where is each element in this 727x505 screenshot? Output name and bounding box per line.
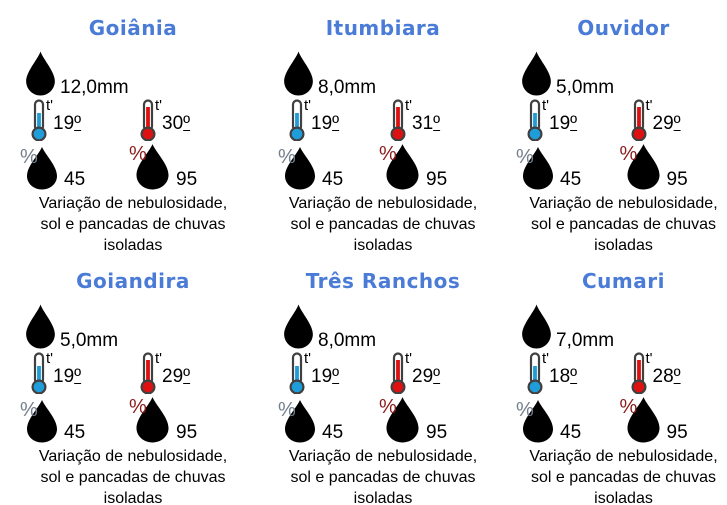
ordinal-symbol: º: [74, 366, 82, 387]
temperature-row: [520, 99, 727, 141]
precipitation-value: 5,0mm: [556, 77, 615, 98]
percent-icon: %: [619, 143, 638, 165]
temp-max-group: [133, 352, 242, 394]
ordinal-symbol: º: [183, 113, 191, 134]
temp-symbol: t': [542, 97, 550, 114]
temp-max-group: [383, 99, 484, 141]
humidity-max-value: 95: [666, 169, 688, 190]
temp-max-value: 29º: [162, 366, 191, 387]
city-card-tres-ranchos: [242, 253, 484, 505]
percent-icon: %: [278, 399, 296, 421]
humidity-min-value: 45: [322, 169, 344, 190]
precipitation-row: [24, 304, 242, 349]
temp-min-group: [282, 99, 383, 141]
temp-min-value: 19º: [53, 366, 82, 387]
temp-max-value: 28º: [652, 366, 681, 387]
temp-min-value: 18º: [549, 366, 578, 387]
ordinal-symbol: º: [183, 366, 191, 387]
percent-icon: %: [129, 143, 147, 165]
condition-text: Variação de nebulosidade, sol e pancadas de chuvas isoladas: [288, 448, 478, 505]
ordinal-symbol: º: [570, 366, 578, 387]
temp-max-value: 29º: [412, 366, 441, 387]
temp-min-group: [24, 352, 133, 394]
humidity-min-group: [20, 143, 133, 190]
temp-symbol: t': [155, 350, 163, 367]
humidity-min-value: 45: [64, 169, 86, 190]
temp-max-group: [624, 352, 727, 394]
temperature-row: [520, 352, 727, 394]
rain-drop-icon: [282, 51, 315, 96]
ordinal-symbol: º: [74, 113, 82, 134]
humidity-row: [20, 143, 242, 190]
humidity-max-value: 95: [666, 422, 688, 443]
temp-symbol: t': [405, 97, 413, 114]
rain-drop-icon: [520, 51, 553, 96]
humidity-max-value: 95: [426, 169, 448, 190]
temp-symbol: t': [46, 350, 54, 367]
condition-text: Variação de nebulosidade, sol e pancadas de chuvas isoladas: [38, 195, 228, 254]
humidity-row: [516, 143, 727, 190]
precipitation-value: 7,0mm: [556, 330, 615, 351]
temp-max-value: 29º: [652, 113, 681, 134]
precipitation-row: [24, 51, 242, 96]
percent-icon: %: [129, 396, 147, 418]
temperature-row: [24, 99, 242, 141]
precipitation-value: 8,0mm: [318, 330, 377, 351]
humidity-min-group: [516, 396, 624, 443]
temp-min-group: [520, 352, 624, 394]
humidity-max-value: 95: [426, 422, 448, 443]
percent-icon: %: [379, 396, 397, 418]
precipitation-row: [520, 51, 727, 96]
temp-symbol: t': [304, 350, 312, 367]
humidity-max-group: [129, 143, 242, 190]
percent-icon: %: [619, 396, 638, 418]
rain-drop-icon: [520, 304, 553, 349]
precipitation-value: 8,0mm: [318, 77, 377, 98]
temp-min-value: 19º: [53, 113, 82, 134]
ordinal-symbol: º: [673, 366, 681, 387]
humidity-row: [278, 143, 484, 190]
humidity-min-value: 45: [560, 422, 582, 443]
precipitation-value: 12,0mm: [60, 77, 129, 98]
city-name: Goiandira: [76, 269, 190, 293]
temp-symbol: t': [304, 97, 312, 114]
humidity-max-group: [379, 396, 484, 443]
precipitation-row: [282, 51, 484, 96]
humidity-row: [20, 396, 242, 443]
percent-icon: %: [516, 399, 534, 421]
humidity-max-group: [619, 143, 727, 190]
ordinal-symbol: º: [433, 366, 441, 387]
city-name: Goiânia: [88, 16, 178, 40]
ordinal-symbol: º: [332, 113, 340, 134]
city-card-goiandira: [0, 253, 242, 505]
humidity-min-value: 45: [64, 422, 86, 443]
humidity-row: [278, 396, 484, 443]
humidity-max-value: 95: [176, 169, 198, 190]
temp-max-value: 30º: [162, 113, 191, 134]
temp-symbol: t': [46, 97, 54, 114]
ordinal-symbol: º: [570, 113, 578, 134]
rain-drop-icon: [282, 304, 315, 349]
condition-text: Variação de nebulosidade, sol e pancadas de chuvas isoladas: [38, 448, 228, 505]
precipitation-row: [520, 304, 727, 349]
temp-symbol: t': [405, 350, 413, 367]
humidity-min-value: 45: [560, 169, 582, 190]
ordinal-symbol: º: [673, 113, 681, 134]
temp-max-value: 31º: [412, 113, 441, 134]
city-name: Itumbiara: [325, 16, 441, 40]
city-card-itumbiara: [242, 0, 484, 253]
humidity-min-group: [20, 396, 133, 443]
humidity-row: [516, 396, 727, 443]
percent-icon: %: [20, 146, 38, 168]
city-name: Ouvidor: [577, 16, 670, 40]
temperature-row: [282, 99, 484, 141]
percent-icon: %: [516, 146, 534, 168]
condition-text: Variação de nebulosidade, sol e pancadas de chuvas isoladas: [529, 448, 718, 505]
temp-max-group: [383, 352, 484, 394]
ordinal-symbol: º: [433, 113, 441, 134]
temperature-row: [282, 352, 484, 394]
humidity-max-value: 95: [176, 422, 198, 443]
temp-max-group: [624, 99, 727, 141]
humidity-min-group: [278, 396, 383, 443]
ordinal-symbol: º: [332, 366, 340, 387]
percent-icon: %: [20, 399, 38, 421]
city-card-ouvidor: [484, 0, 727, 253]
temp-min-group: [24, 99, 133, 141]
humidity-max-group: [619, 396, 727, 443]
city-name: Três Ranchos: [305, 269, 461, 293]
temp-symbol: t': [645, 350, 653, 367]
rain-drop-icon: [24, 304, 57, 349]
humidity-min-group: [278, 143, 383, 190]
temp-min-value: 19º: [311, 366, 340, 387]
humidity-min-group: [516, 143, 624, 190]
percent-icon: %: [379, 143, 397, 165]
temp-symbol: t': [542, 350, 550, 367]
precipitation-row: [282, 304, 484, 349]
temp-max-group: [133, 99, 242, 141]
humidity-max-group: [129, 396, 242, 443]
city-name: Cumari: [582, 269, 665, 293]
temp-symbol: t': [645, 97, 653, 114]
humidity-max-group: [379, 143, 484, 190]
condition-text: Variação de nebulosidade, sol e pancadas de chuvas isoladas: [288, 195, 478, 254]
temp-min-value: 19º: [311, 113, 340, 134]
percent-icon: %: [278, 146, 296, 168]
temp-min-group: [282, 352, 383, 394]
city-card-cumari: [484, 253, 727, 505]
city-card-goiania: [0, 0, 242, 253]
humidity-min-value: 45: [322, 422, 344, 443]
precipitation-value: 5,0mm: [60, 330, 119, 351]
temp-min-group: [520, 99, 624, 141]
rain-drop-icon: [24, 51, 57, 96]
temp-symbol: t': [155, 97, 163, 114]
condition-text: Variação de nebulosidade, sol e pancadas de chuvas isoladas: [529, 195, 718, 254]
temperature-row: [24, 352, 242, 394]
temp-min-value: 19º: [549, 113, 578, 134]
